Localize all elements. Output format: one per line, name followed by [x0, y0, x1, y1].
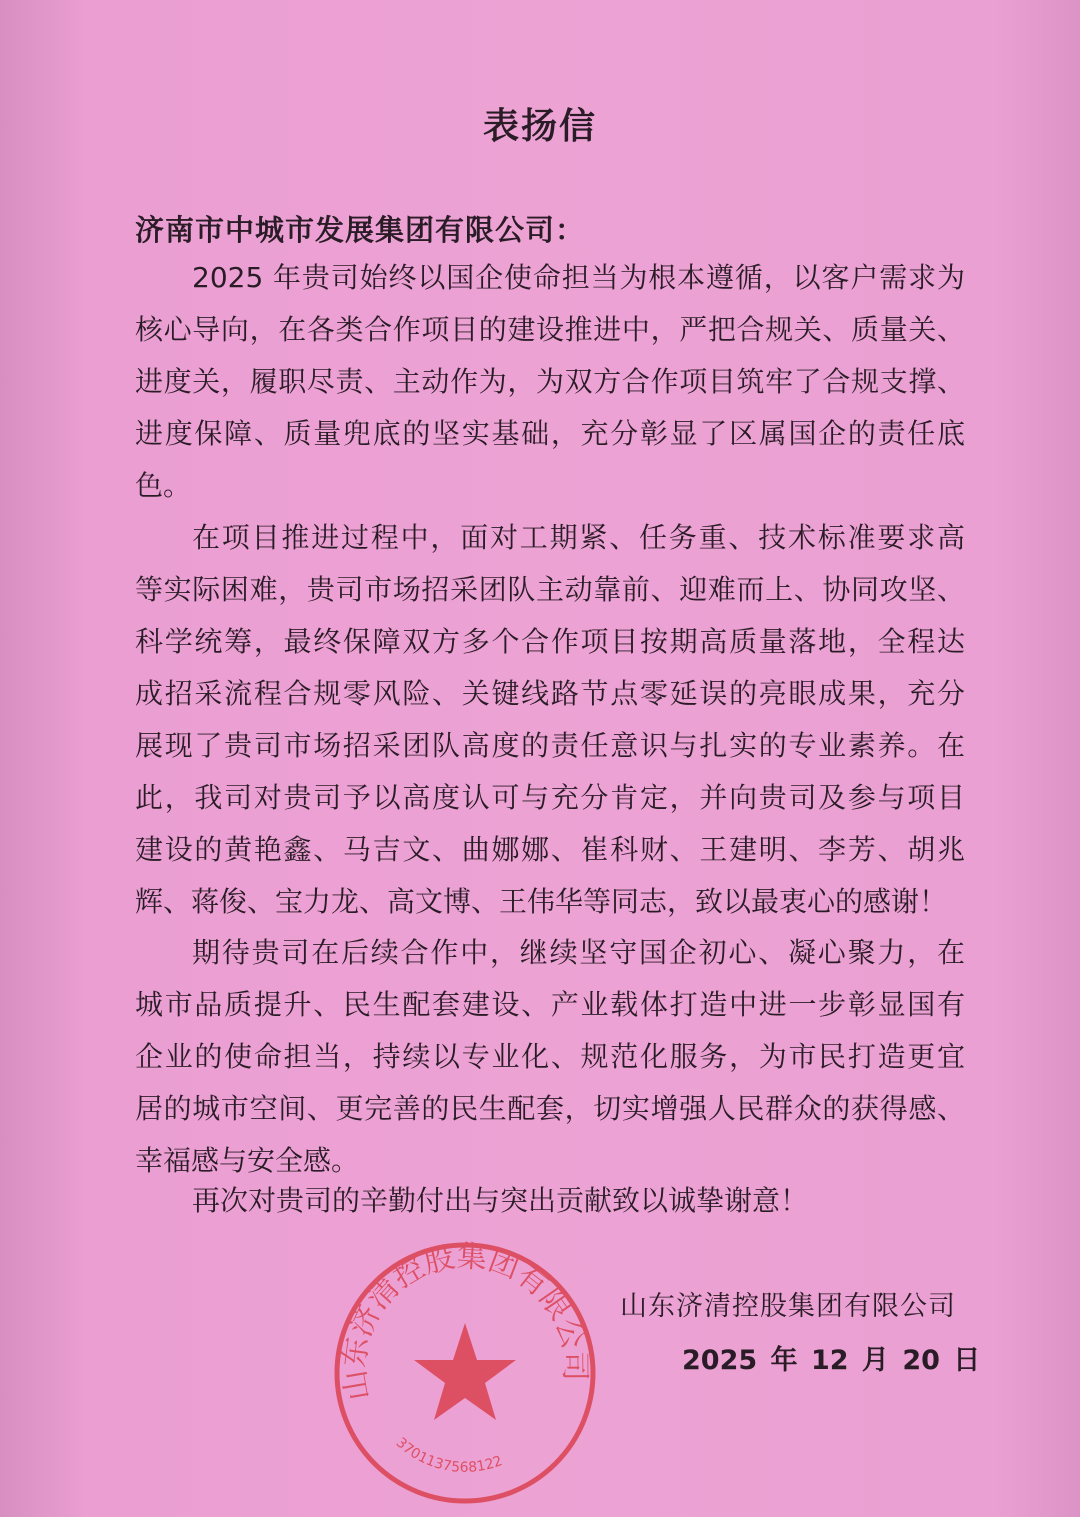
star-icon — [414, 1323, 516, 1420]
seal-code: 3701137568122 — [392, 1434, 505, 1476]
body-line: 再次对贵司的辛勤付出与突出贡献致以诚挚谢意！ — [192, 1184, 809, 1217]
body-line: 色。 — [135, 469, 192, 502]
body-line: 居的城市空间、更完善的民生配套，切实增强人民群众的获得感、 — [135, 1092, 965, 1125]
official-seal — [330, 1238, 600, 1508]
body-line: 建设的黄艳鑫、马吉文、曲娜娜、崔科财、王建明、李芳、胡兆 — [135, 833, 965, 866]
body-line: 幸福感与安全感。 — [135, 1144, 360, 1177]
body-line: 核心导向，在各类合作项目的建设推进中，严把合规关、质量关、 — [135, 313, 965, 346]
body-line: 辉、蒋俊、宝力龙、高文博、王伟华等同志，致以最衷心的感谢！ — [135, 885, 948, 918]
letter-title: 表扬信 — [482, 106, 597, 147]
body-line: 进度保障、质量兜底的坚实基础，充分彰显了区属国企的责任底 — [135, 417, 965, 450]
body-line: 进度关，履职尽责、主动作为，为双方合作项目筑牢了合规支撑、 — [135, 365, 965, 398]
salutation: 济南市中城市发展集团有限公司： — [135, 213, 586, 247]
signature-date: 2025 年 12 月 20 日 — [682, 1345, 981, 1376]
body-line: 在项目推进过程中，面对工期紧、任务重、技术标准要求高 — [192, 521, 965, 554]
body-line: 期待贵司在后续合作中，继续坚守国企初心、凝心聚力，在 — [192, 936, 965, 969]
body-line: 城市品质提升、民生配套建设、产业载体打造中进一步彰显国有 — [135, 988, 965, 1021]
seal-text: 山东济清控股集团有限公司 — [337, 1239, 593, 1403]
body-line: 企业的使命担当，持续以专业化、规范化服务，为市民打造更宜 — [135, 1040, 965, 1073]
body-line: 2025 年贵司始终以国企使命担当为根本遵循，以客户需求为 — [192, 261, 965, 294]
body-line: 展现了贵司市场招采团队高度的责任意识与扎实的专业素养。在 — [135, 729, 965, 762]
body-line: 等实际困难，贵司市场招采团队主动靠前、迎难而上、协同攻坚、 — [135, 573, 965, 606]
body-line: 成招采流程合规零风险、关键线路节点零延误的亮眼成果，充分 — [135, 677, 965, 710]
signature-company: 山东济清控股集团有限公司 — [620, 1291, 956, 1322]
body-line: 此，我司对贵司予以高度认可与充分肯定，并向贵司及参与项目 — [135, 781, 965, 814]
body-line: 科学统筹，最终保障双方多个合作项目按期高质量落地，全程达 — [135, 625, 965, 658]
